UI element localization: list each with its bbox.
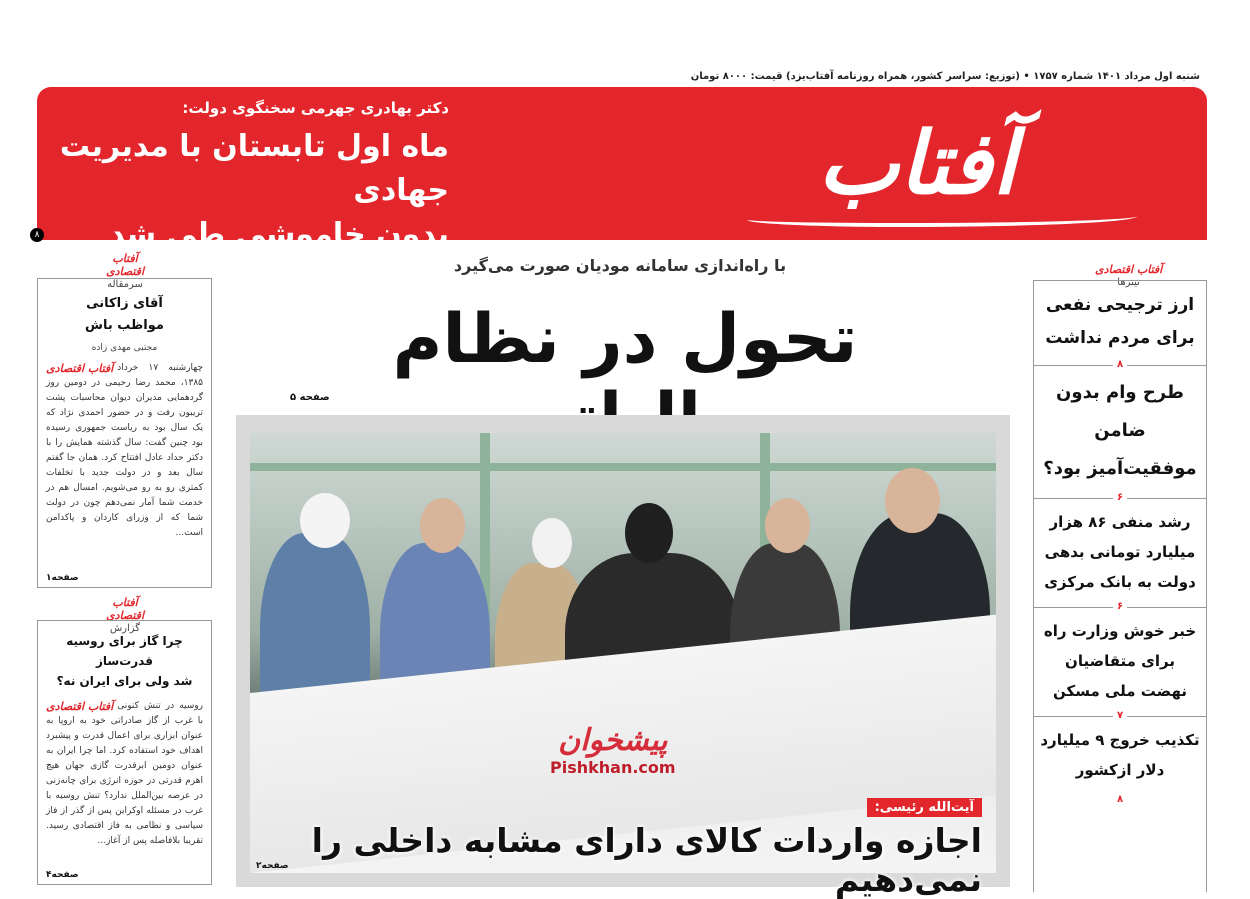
headline-item-page: ۸: [1113, 793, 1127, 807]
headline-item-page: ۶: [1113, 600, 1127, 614]
headline-item-title: تکذیب خروج ۹ میلیارد دلار ازکشور: [1040, 731, 1200, 779]
person-head: [532, 518, 572, 568]
report-title-line2: شد ولی برای ایران نه؟: [56, 674, 193, 688]
section-label: سرمقاله: [107, 279, 143, 290]
masthead-kicker: دکتر بهادری جهرمی سخنگوی دولت:: [182, 99, 449, 117]
headline-item-title: طرح وام بدون ضامن موفقیت‌آمیز بود؟: [1043, 382, 1197, 479]
mini-logo: آفتاب اقتصادی: [105, 596, 145, 622]
person-head: [420, 498, 465, 553]
headline-item-title: خبر خوش وزارت راه برای متقاضیان نهضت ملی مسکن: [1043, 622, 1197, 700]
editorial-page-ref: صفحه۱: [46, 573, 79, 583]
main-photo[interactable]: [250, 433, 996, 899]
editorial-column[interactable]: [37, 278, 212, 588]
masthead-story[interactable]: [37, 87, 467, 252]
ceiling-beam: [250, 463, 996, 471]
inline-logo: آفتاب اقتصادی: [46, 700, 114, 713]
person-head: [885, 468, 940, 533]
masthead-title-line1: ماه اول تابستان با مدیریت جهادی: [59, 129, 449, 208]
headline-item-title: ارز ترجیحی نفعی برای مردم نداشت: [1045, 295, 1195, 348]
headline-item[interactable]: [1034, 366, 1206, 503]
headlines-column: [1033, 280, 1207, 892]
quote-tag: آیت‌الله رئیسی:: [867, 798, 982, 817]
main-kicker: با راه‌اندازی سامانه مودیان صورت می‌گیرد: [453, 256, 787, 275]
quote-headline[interactable]: اجازه واردات کالای دارای مشابه داخلی را نمی‌دهیم: [311, 821, 982, 899]
main-headline[interactable]: تحول در نظام: [392, 300, 858, 379]
report-title-line1: چرا گاز برای روسیه قدرت‌ساز: [66, 634, 183, 668]
editorial-title-line1: آقای زاکانی: [86, 296, 163, 311]
report-column[interactable]: [37, 620, 212, 885]
headline-page-ref: صفحه ۵: [290, 392, 330, 403]
report-page-ref: صفحه۴: [46, 870, 79, 880]
mini-logo: آفتاب اقتصادی: [1095, 263, 1163, 276]
watermark: [550, 723, 676, 777]
headline-item-page: ۸: [1113, 358, 1127, 372]
main-photo-frame: [236, 415, 1010, 899]
editorial-author: مجتبی مهدی زاده: [91, 343, 158, 353]
newspaper-logo: آفتاب اقتصادی: [768, 113, 1066, 364]
headline-item[interactable]: [1034, 717, 1206, 805]
watermark-fa: پیشخوان: [558, 723, 668, 758]
person-head: [765, 498, 810, 553]
headline-item-title: رشد منفی ۸۶ هزار میلیارد تومانی بدهی دولت به بانک مرکزی: [1044, 513, 1196, 591]
watermark-en: Pishkhan.com: [550, 758, 676, 777]
report-text: روسیه در تنش کنونی با غرب از گاز صادراتی خود به اروپا به عنوان ابزاری برای اعمال قدرت و پیشبرد اهداف خود استفاده کرد. اما چرا ایران به عنوان دومین ابرقدرت گازی جهان هیچ اهرم قدرتی در حوزه انرژی برای چانه‌زنی در عرصه بین‌الملل ندارد؟ تنش روسیه با غرب در مسئله اوکراین پس از گذر از فاز سیاسی و نظامی به فاز اقتصادی رسید. تقریبا بلافاصله پس از آغاز...: [46, 701, 203, 846]
hard-hat: [300, 493, 350, 548]
editorial-body: [38, 353, 211, 541]
quote-page-ref: صفحه۲: [256, 861, 289, 871]
person-head: [625, 503, 673, 563]
report-body: [38, 691, 211, 849]
masthead-page-number: ۸: [30, 228, 44, 242]
inline-logo: آفتاب اقتصادی: [46, 362, 114, 375]
headline-item[interactable]: [1034, 281, 1206, 370]
section-label: تیترها: [1117, 277, 1140, 288]
masthead-title-line2: بدون خاموشی طی شد: [109, 217, 449, 252]
mini-logo: آفتاب اقتصادی: [105, 252, 145, 278]
dateline: شنبه اول مرداد ۱۴۰۱ شماره ۱۷۵۷ • (توزیع: سراسر کشور، همراه روزنامه آفتاب‌یزد) قیمت: ۸۰۰۰ تومان: [690, 71, 1200, 82]
editorial-title-line2: مواظب باش: [85, 318, 164, 333]
headline-item[interactable]: [1034, 499, 1206, 612]
headline-item-page: ۶: [1113, 491, 1127, 505]
headline-item[interactable]: [1034, 608, 1206, 721]
editorial-text: چهارشنبه ۱۷ خرداد ۱۳۸۵، محمد رضا رحیمی در دومین روز گردهمایی مدیران دیوان محاسبات پشت تریبون رفت و در حضور احمدی نژاد که یک سال بود به ریاست جمهوری رسیده بود چنین گفت: سال گذشته همایش را با دکتر حداد عادل افتتاح کرد. همان جا گفتم سال بعد و در دولت جدید با تخلفات کمتری رو به رو می‌شویم. امسال هم در خدمت شما آمار نمی‌دهم چون در دولت شما که از وزرای کاردان و پاکدامن است...: [46, 363, 203, 538]
section-label: گزارش: [109, 623, 141, 634]
headline-item-page: ۷: [1113, 709, 1127, 723]
